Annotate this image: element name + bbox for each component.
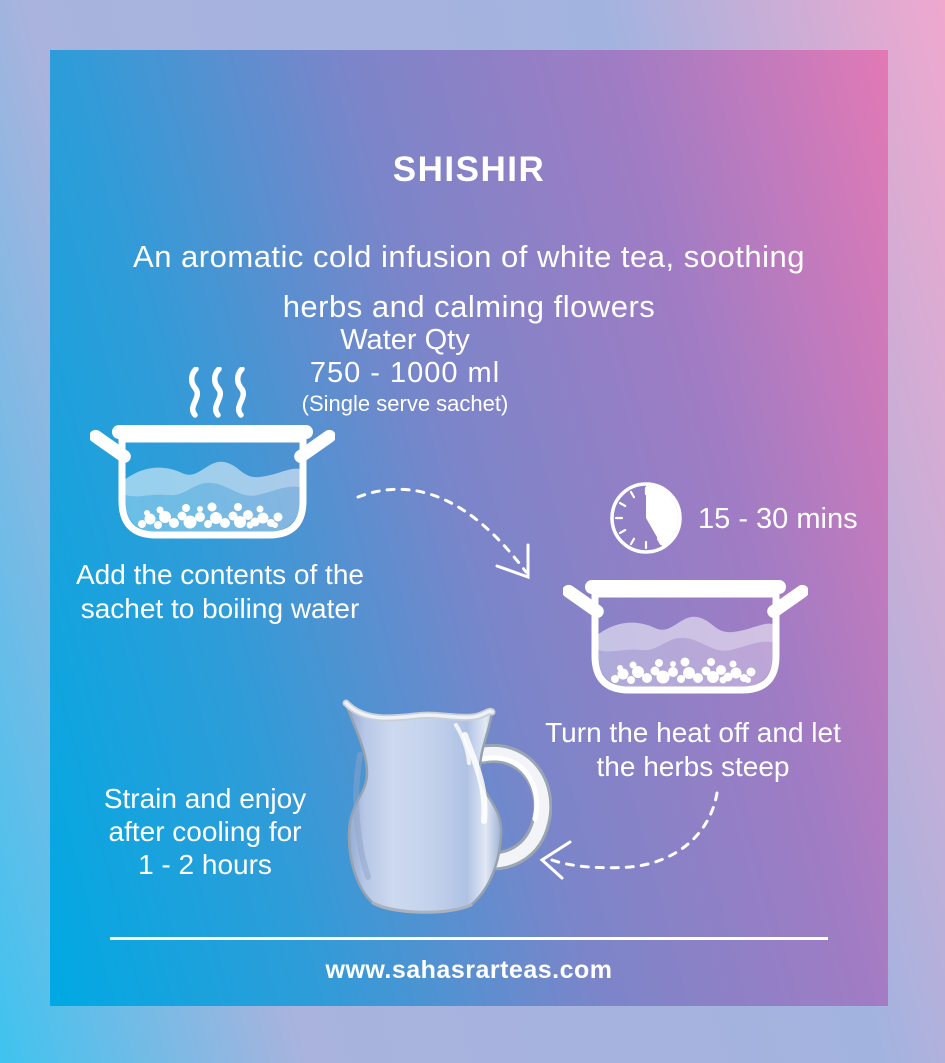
footer-divider: [110, 937, 828, 940]
curved-arrow-right-icon: [350, 472, 545, 587]
caption-line: Add the contents of the: [76, 559, 364, 590]
caption-line: the herbs steep: [596, 751, 790, 782]
step2-caption: [528, 716, 858, 784]
duration-label: 15 - 30 mins: [698, 503, 858, 535]
steam-icon: [192, 369, 244, 415]
website-url: www.sahasrarteas.com: [325, 956, 613, 984]
water-qty-label: Water Qty: [340, 324, 470, 356]
step3-caption: [60, 782, 350, 881]
caption-line: 1 - 2 hours: [138, 849, 272, 880]
caption-line: sachet to boiling water: [80, 593, 360, 624]
page-title: SHISHIR: [392, 150, 546, 189]
boiling-pot-icon: [90, 367, 335, 542]
water-qty-value: 750 - 1000 ml: [309, 357, 501, 389]
subtitle-line: An aromatic cold infusion of white tea, soothing: [133, 239, 805, 274]
curved-arrow-left-icon: [535, 785, 725, 885]
pot-icon: [563, 522, 808, 697]
subtitle: [50, 232, 888, 332]
subtitle-line: herbs and calming flowers: [282, 289, 656, 324]
step1-caption: [60, 558, 380, 626]
caption-line: Strain and enjoy: [103, 783, 307, 814]
caption-line: Turn the heat off and let: [545, 717, 841, 748]
pitcher-icon: [337, 693, 552, 921]
water-qty-note: (Single serve sachet): [301, 391, 509, 416]
caption-line: after cooling for: [108, 816, 302, 847]
